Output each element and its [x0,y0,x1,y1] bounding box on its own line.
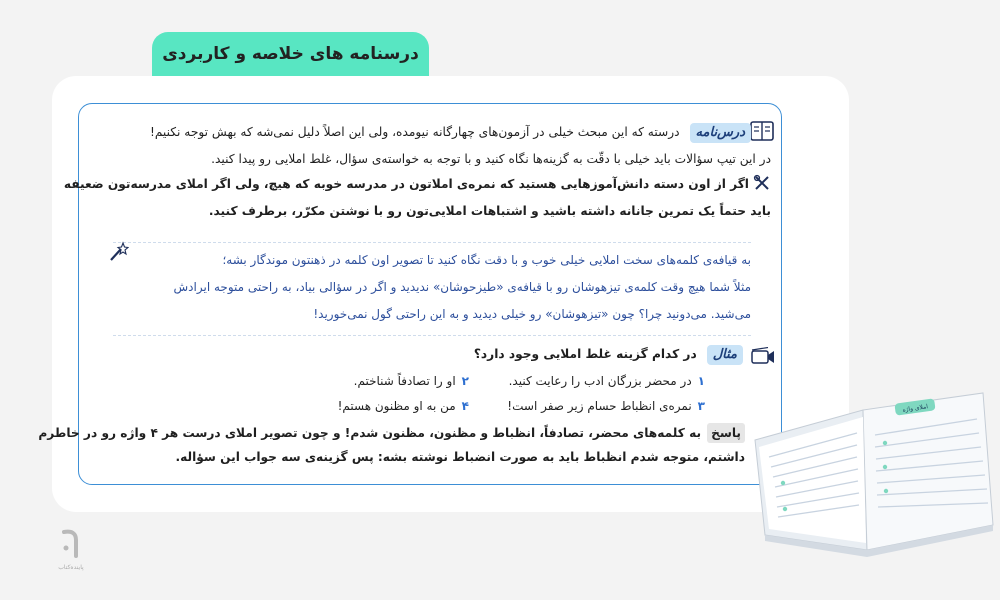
tip-box [113,242,751,336]
lesson-badge: درس‌نامه [690,123,751,143]
brand-name: پاینده‌کتاب [58,564,84,571]
answer-label: پاسخ [707,423,745,443]
book-cover-title: املای واژه [902,403,929,414]
lesson-line-1: درس‌نامهدرسته که این مبحث خیلی در آزمون‌های چهارگانه نیومده، ولی این اصلاً دلیل نمی‌شه که بهش توجه نکنیم! [91,122,751,143]
lesson-line-4: باید حتماً یک تمرین جانانه داشته باشید و اشتباهات املایی‌تون رو با نوشتن مکرّر، برطرف کنید. [208,204,771,218]
lesson-line-2: در این تیپ سؤالات باید خیلی با دقّت به گزینه‌ها نگاه کنید و با توجه به خواسته‌ی سؤال، غلط املایی رو پیدا کنید. [211,152,771,166]
tools-icon [753,174,771,192]
brand-logo-mark [56,528,86,560]
option-4[interactable]: ۴من به او مظنون هستم! [337,399,469,413]
tip-line-1: به قیافه‌ی کلمه‌های سخت املایی خیلی خوب و با دقت نگاه کنید تا تصویر اون کلمه در ذهنتون موندگار بشه؛ [222,253,751,267]
example-question-row: مثالدر کدام گزینه غلط املایی وجود دارد؟ [91,344,743,365]
lesson-line-3: اگر از اون دسته دانش‌آموزهایی هستید که نمره‌ی املاتون در مدرسه خوبه که هیچ، ولی اگر املای مدرسه‌تون ضعیفه [63,177,749,191]
answer-line-1: پاسخبه کلمه‌های محضر، تصادفاً، انظباط و مظنون، مظنون شدم! و چون تصویر املای درست هر ۴ واژه رو در خاطرم [91,423,745,443]
video-icon [751,347,775,365]
header-title: درسنامه های خلاصه و کاربردی [162,44,419,64]
lesson-frame [38,103,782,485]
example-badge: مثال [707,345,743,365]
header-tab [152,32,429,76]
option-1[interactable]: ۱در محضر بزرگان ادب را رعایت کنید. [508,374,705,388]
tip-line-2: مثلاً شما هیچ وقت کلمه‌ی تیزهوشان رو با قیافه‌ی «طیزحوشان» ندیدید و اگر در سؤالی بیاد، به راحتی متوجه ایرادش [173,280,751,294]
tip-line-3: می‌شید. می‌دونید چرا؟ چون «تیزهوشان» رو خیلی دیدید و به این راحتی گول نمی‌خورید! [313,307,751,321]
option-3[interactable]: ۳نمره‌ی انظباط حسام زیر صفر است! [507,399,705,413]
open-book-illustration [745,385,995,560]
book-icon [749,118,775,144]
brand-logo [56,528,86,572]
answer-line-2: داشتم، متوجه شدم انظباط باید به صورت انضباط نوشته بشه: پس گزینه‌ی سه جواب این سؤاله. [175,450,745,464]
option-2[interactable]: ۲او را تصادفاً شناختم. [353,374,469,388]
